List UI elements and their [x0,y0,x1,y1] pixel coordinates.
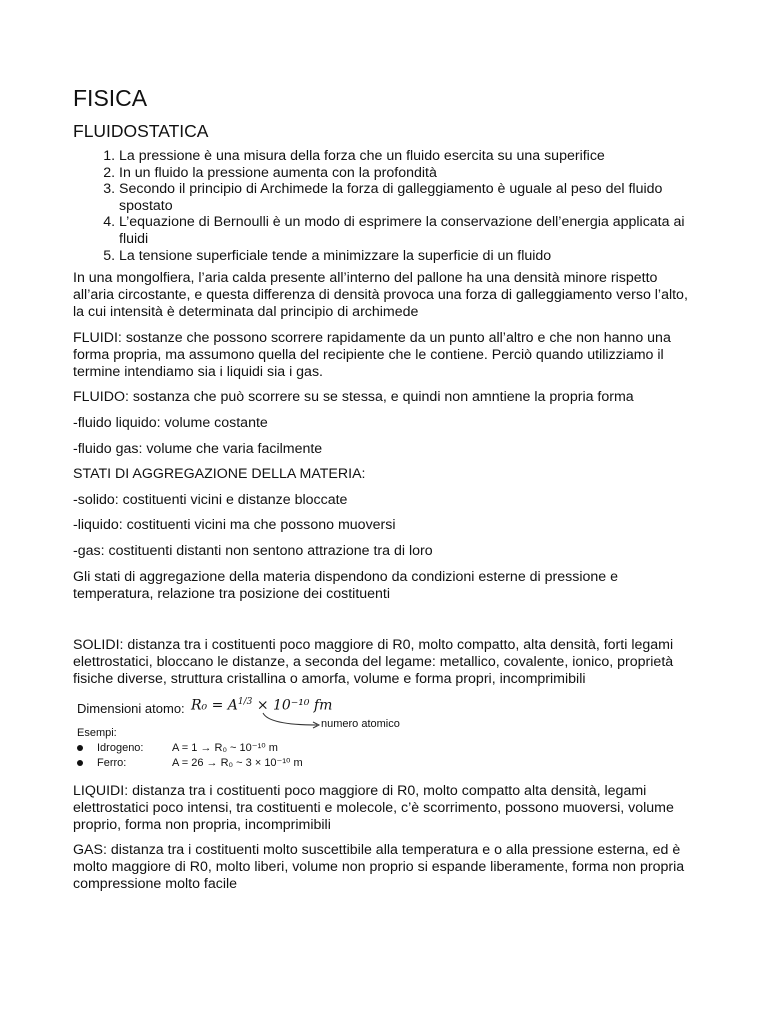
numbered-list [73,148,693,264]
paragraph-stati-condizioni: Gli stati di aggregazione della materia dispendono da condizioni esterne di pressione e temperatura, relazione tra posizione dei costituenti [73,568,618,602]
bullet-icon [77,745,83,751]
annotation-arrow-icon [259,711,323,731]
example-item [77,756,303,769]
paragraph-mongolfiera: In una mongolfiera, l’aria calda presente all’interno del pallone ha una densità minore rispetto all’aria circostante, e questa differenza di densità provoca una forza di galleggiamento verso l’alto, la cui intensità è determinata dal principio di archimede [73,270,688,321]
paragraph-fluido-liquido: -fluido liquido: volume costante [73,414,268,431]
document-title: FISICA [73,85,148,111]
example-value: A = 26 → R₀ ~ 3 × 10⁻¹⁰ m [172,756,303,769]
list-item: 3. Secondo il principio di Archimede la forza di galleggiamento è uguale al peso del fluido spostato [119,181,693,214]
example-name: Ferro: [97,756,127,769]
list-item: 1. La pressione è una misura della forza che un fluido esercita su una superifice [119,148,693,165]
examples-label: Esempi: [77,726,117,739]
paragraph-gas-stato: GAS: distanza tra i costituenti molto suscettibile alla temperatura e o alla pressione esterna, ed è molto maggiore di R0, molto liberi, volume non proprio si espande liberamente, forma non propria compressione molto facile [73,842,685,893]
figure-title: Dimensioni atomo: [77,700,185,716]
blank-spacer [73,611,693,637]
example-item [77,741,278,754]
paragraph-gas: -gas: costituenti distanti non sentono attrazione tra di loro [73,542,433,559]
paragraph-fluido-gas: -fluido gas: volume che varia facilmente [73,440,323,457]
atom-size-figure [73,697,693,777]
example-value: A = 1 → R₀ ~ 10⁻¹⁰ m [172,741,278,754]
list-item: 5. La tensione superficiale tende a minimizzare la superficie di un fluido [119,248,693,265]
paragraph-solido: -solido: costituenti vicini e distanze bloccate [73,491,348,508]
document-page [73,84,693,902]
paragraph-stati-heading: STATI DI AGGREGAZIONE DELLA MATERIA: [73,466,366,483]
formula-rhs: × 10⁻¹⁰ fm [252,697,333,714]
paragraph-fluidi: FLUIDI: sostanze che possono scorrere rapidamente da un punto all’altro e che non hanno una forma propria, ma assumono quella del recipiente che le contiene. Perciò quando utilizziamo il termine intendiamo sia i liquidi sia i gas. [73,329,671,380]
section-title: FLUIDOSTATICA [73,121,209,141]
paragraph-solidi: SOLIDI: distanza tra i costituenti poco maggiore di R0, molto compatto, alta densità, forti legami elettrostatici, bloccano le distanze, a seconda del legame: metallico, covalente, ionico, proprietà fisiche diverse, struttura cristallina o amorfa, volume e forma propri, incomprimibili [73,637,674,688]
annotation-label: numero atomico [321,717,400,730]
formula-exponent: 1/3 [237,696,253,707]
paragraph-fluido: FLUIDO: sostanza che può scorrere su se stessa, e quindi non amntiene la propria forma [73,389,634,406]
paragraph-liquidi: LIQUIDI: distanza tra i costituenti poco maggiore di R0, molto compatto alta densità, legami elettrostatici poco intensi, tra costituenti e molecole, c’è scorrimento, possono muoversi, volume proprio, forma non propria, incomprimibili [73,782,674,833]
example-name: Idrogeno: [97,741,144,754]
list-item: 4. L’equazione di Bernoulli è un modo di esprimere la conservazione dell’energia applicata ai fluidi [119,214,693,247]
list-item: 2. In un fluido la pressione aumenta con la profondità [119,165,693,182]
bullet-icon [77,760,83,766]
formula-lhs: R₀ = A [191,697,238,714]
paragraph-liquido: -liquido: costituenti vicini ma che possono muoversi [73,517,396,534]
